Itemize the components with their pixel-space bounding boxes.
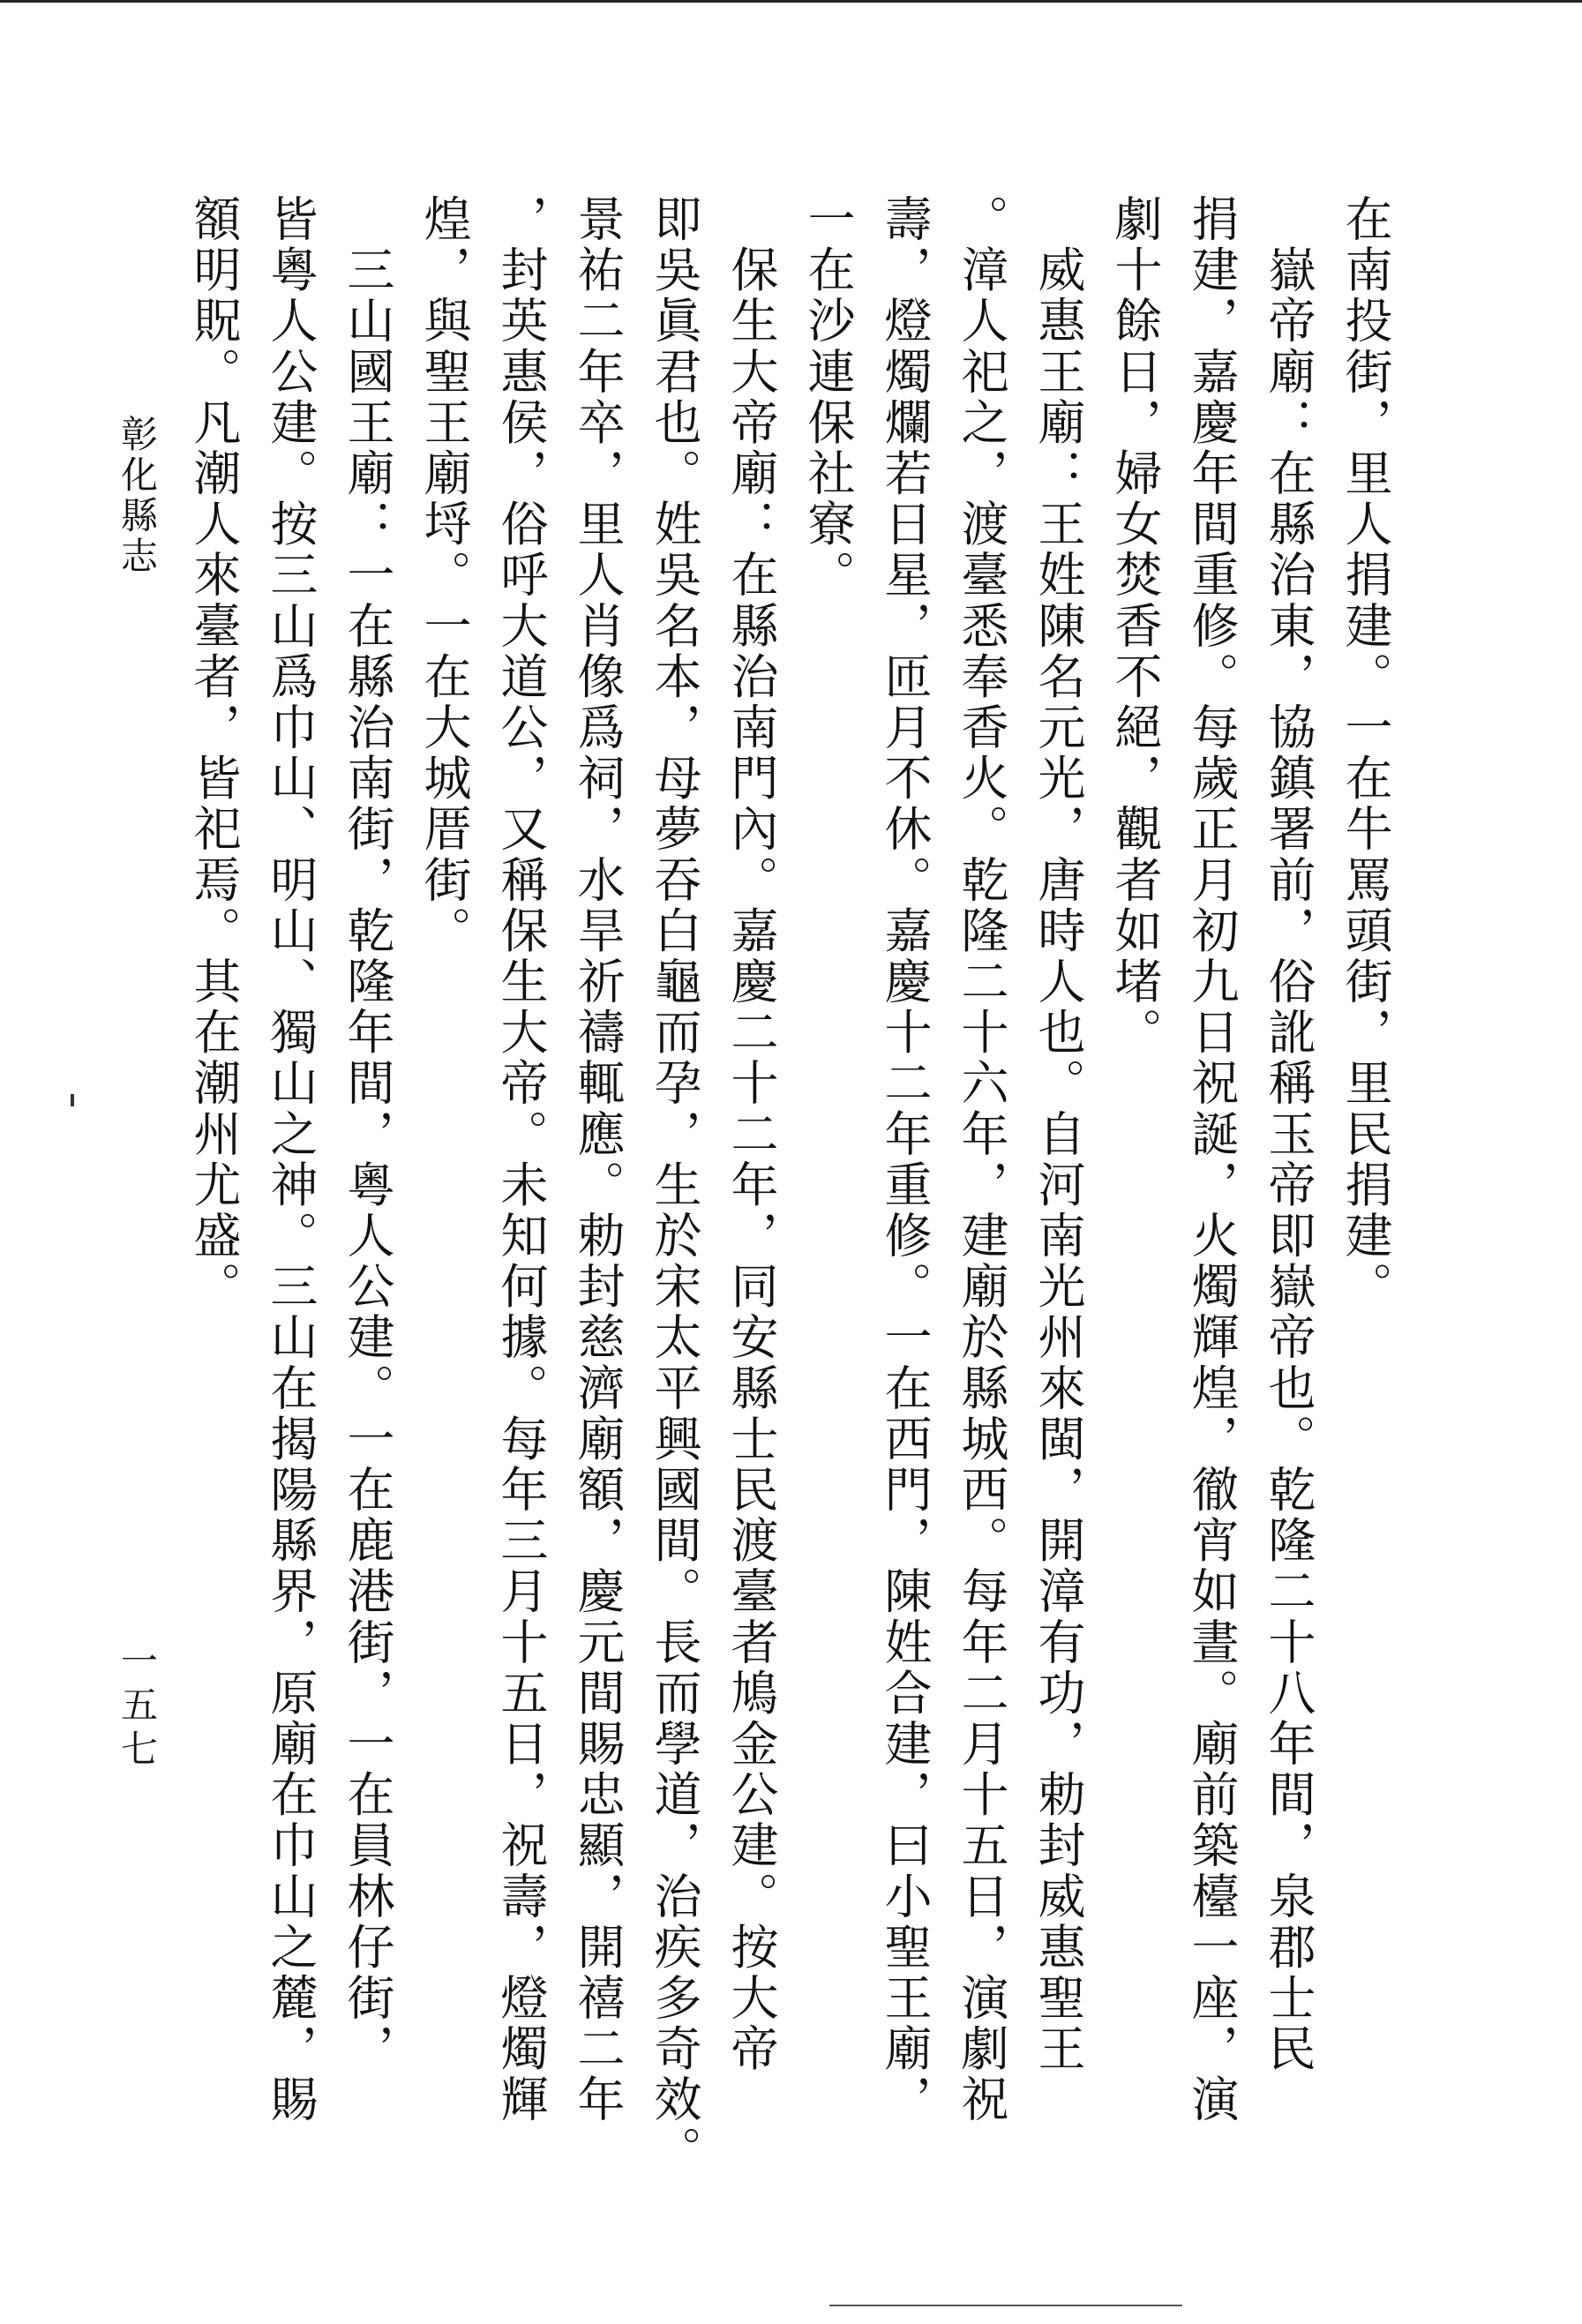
bottom-scan-line — [829, 2305, 1182, 2306]
text-column-3: 捐建，嘉慶年間重修。每歲正月初九日祝誕，火燭輝煌，徹宵如晝。廟前築檯一座，演 — [1184, 194, 1240, 2125]
text-column-10: 即吳眞君也。姓吳名本，母夢吞白龜而孕，生於宋太平興國間。長而學道，治疾多奇效。 — [647, 194, 702, 2177]
text-column-6: 。漳人祀之，渡臺悉奉香火。乾隆二十六年，建廟於縣城西。每年二月十五日，演劇祝 — [954, 194, 1009, 2125]
text-column-11: 景祐二年卒，里人肖像爲祠，水旱祈禱輒應。勅封慈濟廟額，慶元間賜忠顯，開禧二年 — [570, 194, 626, 2125]
text-column-4: 劇十餘日，婦女焚香不絕，觀者如堵。 — [1107, 194, 1163, 1059]
text-column-7: 壽，燈燭爛若日星，匝月不休。嘉慶十二年重修。一在西門，陳姓合建，曰小聖王廟， — [877, 194, 933, 2125]
scan-speck — [71, 1094, 74, 1106]
text-column-5: 威惠王廟：王姓陳名元光，唐時人也。自河南光州來閩，開漳有功，勅封威惠聖王 — [1031, 194, 1086, 2075]
text-column-14: 三山國王廟：一在縣治南街，乾隆年間，粵人公建。一在鹿港街，一在員林仔街， — [340, 194, 395, 2075]
running-head-book-title: 彰化縣志 — [116, 415, 159, 577]
text-column-8: 一在沙連保社寮。 — [800, 194, 856, 601]
page-number: 一五七 — [116, 1641, 159, 1773]
text-column-1: 在南投街，里人捐建。一在牛罵頭街，里民捐建。 — [1338, 194, 1393, 1313]
text-column-9: 保生大帝廟：在縣治南門內。嘉慶二十二年，同安縣士民渡臺者鳩金公建。按大帝 — [724, 194, 779, 2075]
text-column-15: 皆粵人公建。按三山爲巾山、明山、獨山之神。三山在揭陽縣界，原廟在巾山之麓，賜 — [263, 194, 319, 2125]
top-border-line — [0, 0, 1582, 3]
text-column-16: 額明貺。凡潮人來臺者，皆祀焉。其在潮州尤盛。 — [186, 194, 242, 1313]
text-column-13: 煌，與聖王廟埒。一在大城厝街。 — [416, 194, 472, 956]
text-column-2: 嶽帝廟：在縣治東，協鎮署前，俗訛稱玉帝即嶽帝也。乾隆二十八年間，泉郡士民 — [1261, 194, 1316, 2075]
text-column-12: ，封英惠侯，俗呼大道公，又稱保生大帝。未知何據。每年三月十五日，祝壽，燈燭輝 — [493, 194, 549, 2125]
